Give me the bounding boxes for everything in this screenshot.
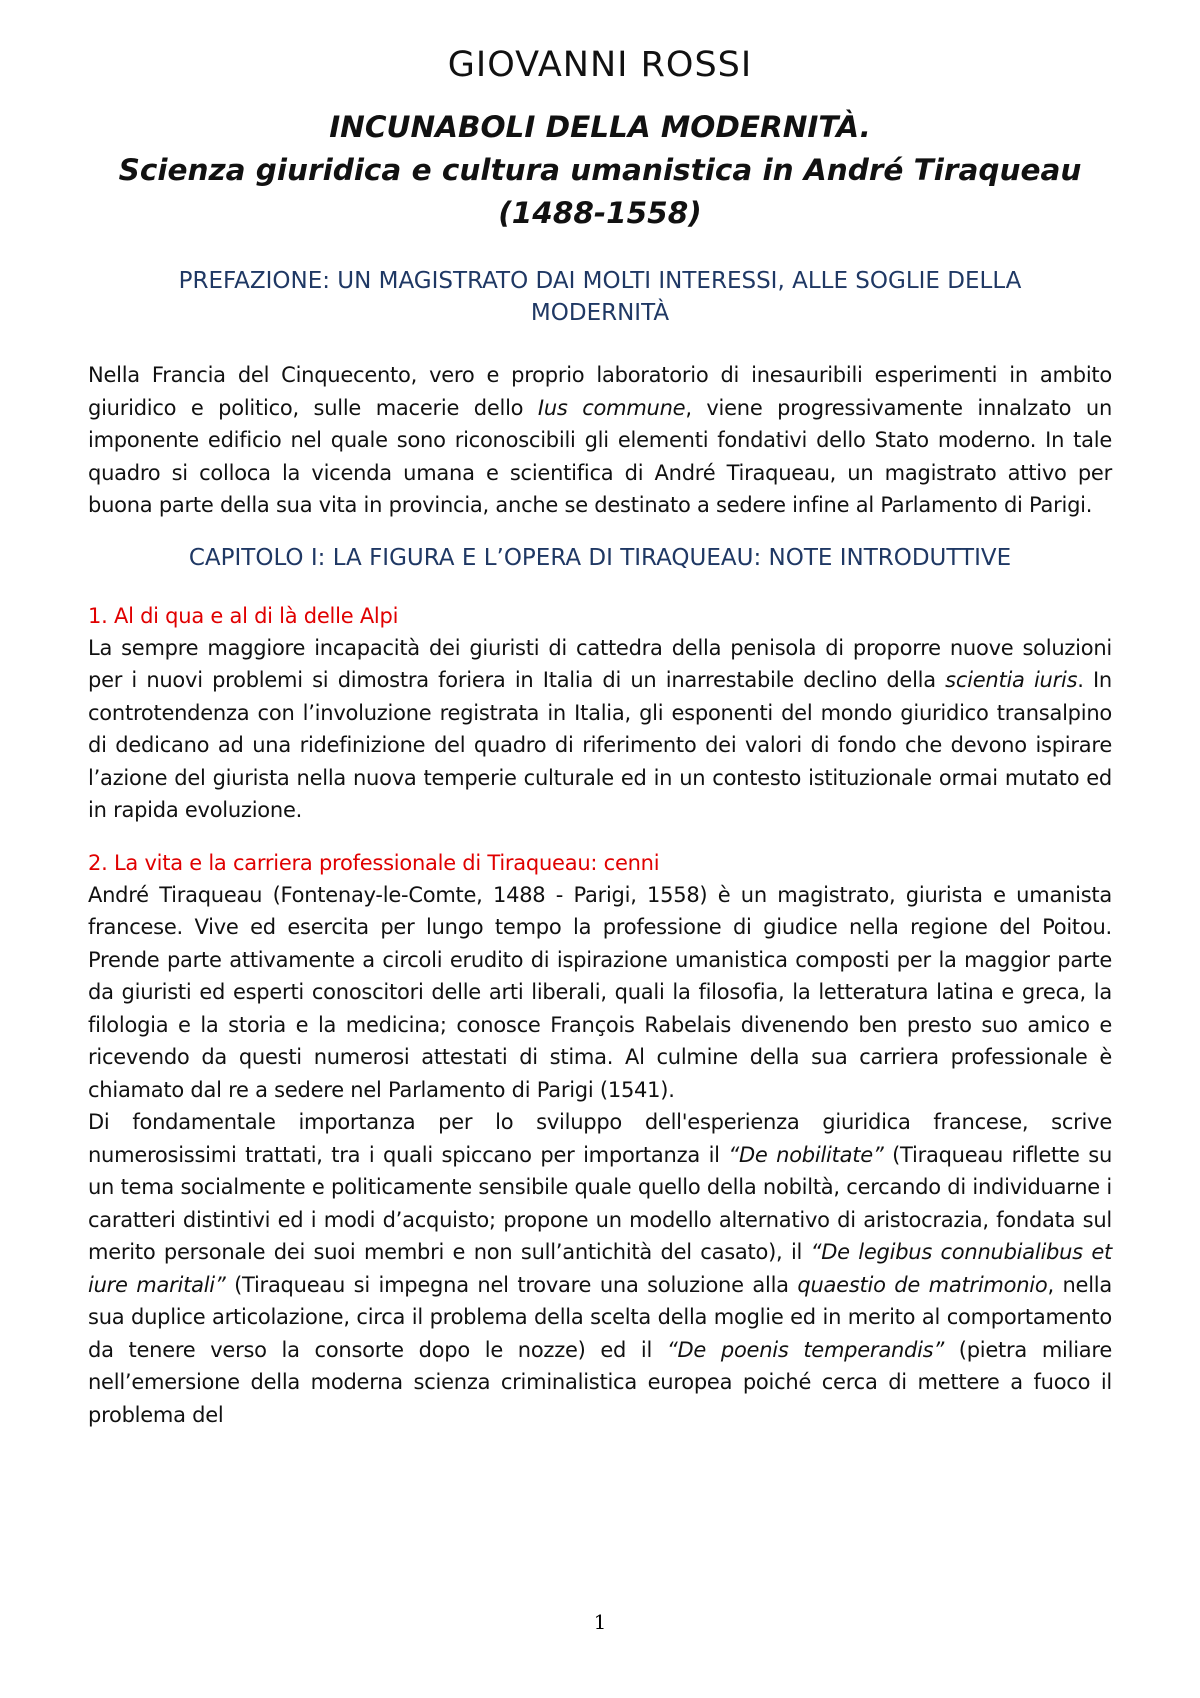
chapter-heading: CAPITOLO I: LA FIGURA E L’OPERA DI TIRAQUEAU: NOTE INTRODUTTIVE [188,544,1012,571]
book-title-line-1: INCUNABOLI DELLA MODERNITÀ. [329,110,871,144]
book-title-line-2: Scienza giuridica e cultura umanistica in André Tiraqueau [118,153,1082,187]
text-run: Di fondamentale importanza per lo sviluppo dell'esperienza giuridica francese, scrive numerosissimi trattati, tra i quali spiccano per importanza il [88,1110,1112,1167]
book-title [88,106,1112,235]
italic-term: scientia iuris [945,668,1078,692]
italic-work-title: “De poenis temperandis” [666,1337,944,1362]
author-name: GIOVANNI ROSSI [447,45,753,85]
italic-work-title: “De legibus connubialibus et iure maritali” [88,1240,1112,1297]
page-number: 1 [593,1610,607,1634]
preface-heading-line-1: PREFAZIONE: UN MAGISTRATO DAI MOLTI INTERESSI, ALLE SOGLIE DELLA [178,268,1022,294]
text-run: , viene progressivamente innalzato un imponente edificio nel quale sono riconoscibili gli elementi fondativi dello Stato moderno. In tale quadro si colloca la vicenda umana e scientifica di André Tiraqueau, un magistrato attivo per buona parte della sua vita in provincia, anche se destinato a sedere infine al Parlamento di Parigi. [88,395,1113,517]
section-2-heading: 2. La vita e la carriera professionale di Tiraqueau: cenni [88,850,660,875]
italic-term: quaestio de matrimonio [797,1272,1048,1297]
section-2-paragraph-1: André Tiraqueau (Fontenay-le-Comte, 1488 - Parigi, 1558) è un magistrato, giurista e umanista francese. Vive ed esercita per lungo tempo la professione di giudice nella regione del Poitou. Prende parte attivamente a circoli erudito di ispirazione umanistica composti per la maggior parte da giuristi ed esperti conoscitori delle arti liberali, quali la filosofia, la letteratura latina e greca, la filologia e la storia e la medicina; conosce François Rabelais divenendo ben presto suo amico e ricevendo da questi numerosi attestati di stima. Al culmine della sua carriera professionale è chiamato dal re a sedere nel Parlamento di Parigi (1541). [88,882,1112,1102]
text-run: , nella sua duplice articolazione, circa il problema della scelta della moglie ed in merito al comportamento da tenere verso la consorte dopo le nozze) ed il [88,1272,1112,1362]
preface-heading [88,265,1112,329]
section-1-paragraph [88,632,1112,827]
text-run: La sempre maggiore incapacità dei giuristi di cattedra della penisola di proporre nuove soluzioni per i nuovi problemi si dimostra foriera in Italia di un inarrestabile declino della [88,635,1112,692]
text-run: . In controtendenza con l’involuzione registrata in Italia, gli esponenti del mondo giuridico transalpino di dedicano ad una ridefinizione del quadro di riferimento dei valori di fondo che devono ispirare l’azione del giurista nella nuova temperie culturale ed in un contesto istituzionale ormai mutato ed in rapida evoluzione. [88,668,1112,822]
section-2-paragraph-2 [88,1106,1112,1431]
preface-heading-line-2: MODERNITÀ [530,300,670,326]
book-title-line-3: (1488-1558) [498,196,702,230]
italic-term: Ius commune [537,395,686,420]
italic-work-title: “De nobilitate” [728,1142,884,1167]
preface-paragraph [88,359,1112,522]
section-1-heading: 1. Al di qua e al di là delle Alpi [88,603,399,628]
text-run: (Tiraqueau riflette su un tema socialmente e politicamente sensibile quale quello della nobiltà, cercando di individuarne i caratteri distintivi ed i modi d’acquisto; propone un modello alternativo di aristocrazia, fondata sul merito personale dei suoi membri e non sull’antichità del casato), il [88,1142,1112,1264]
text-run: (Tiraqueau si impegna nel trovare una soluzione alla [225,1272,798,1297]
text-run: (pietra miliare nell’emersione della moderna scienza criminalistica europea poiché cerca di mettere a fuoco il problema del [88,1337,1112,1427]
text-run: Nella Francia del Cinquecento, vero e proprio laboratorio di inesauribili esperimenti in ambito giuridico e politico, sulle macerie dello [88,363,1112,420]
